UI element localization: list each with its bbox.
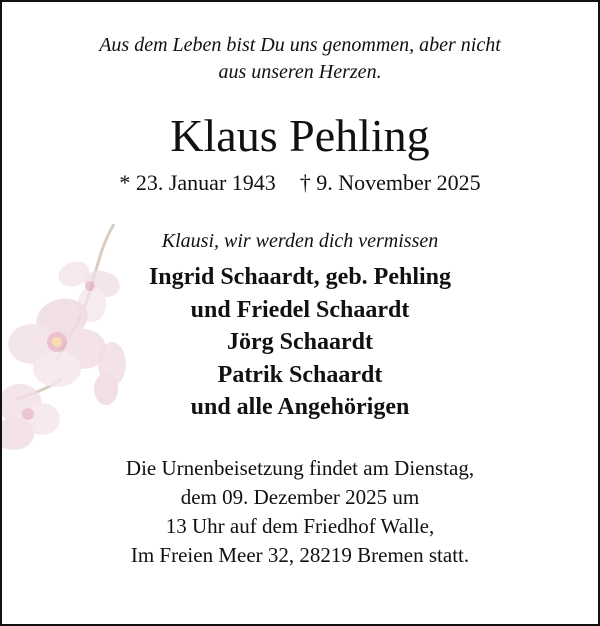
- mourner-line: und Friedel Schaardt: [190, 296, 410, 323]
- death-date: † 9. November 2025: [299, 170, 481, 195]
- notice-line: 13 Uhr auf dem Friedhof Walle,: [165, 514, 435, 538]
- tribute-line: Klausi, wir werden dich vermissen: [161, 230, 439, 252]
- mourner-line: Jörg Schaardt: [227, 329, 373, 355]
- notice-line: dem 09. Dezember 2025 um: [180, 485, 420, 509]
- life-dates: [2, 168, 598, 198]
- mourner-line: Ingrid Schaardt, geb. Pehling: [148, 264, 452, 290]
- notice-line: Die Urnenbeisetzung findet am Dienstag,: [125, 456, 475, 480]
- deceased-name: Klaus Pehling: [170, 110, 430, 161]
- mourner-line: und alle Angehörigen: [190, 394, 410, 420]
- birth-date: * 23. Januar 1943: [119, 170, 276, 195]
- mourner-line: Patrik Schaardt: [217, 361, 383, 388]
- quote-line: aus unseren Herzen.: [218, 61, 382, 83]
- opening-quote: [2, 32, 598, 86]
- mourners-list: [2, 261, 598, 424]
- quote-line: Aus dem Leben bist Du uns genommen, aber nicht: [99, 34, 501, 56]
- notice-line: Im Freien Meer 32, 28219 Bremen statt.: [130, 543, 470, 567]
- funeral-notice: [2, 454, 598, 570]
